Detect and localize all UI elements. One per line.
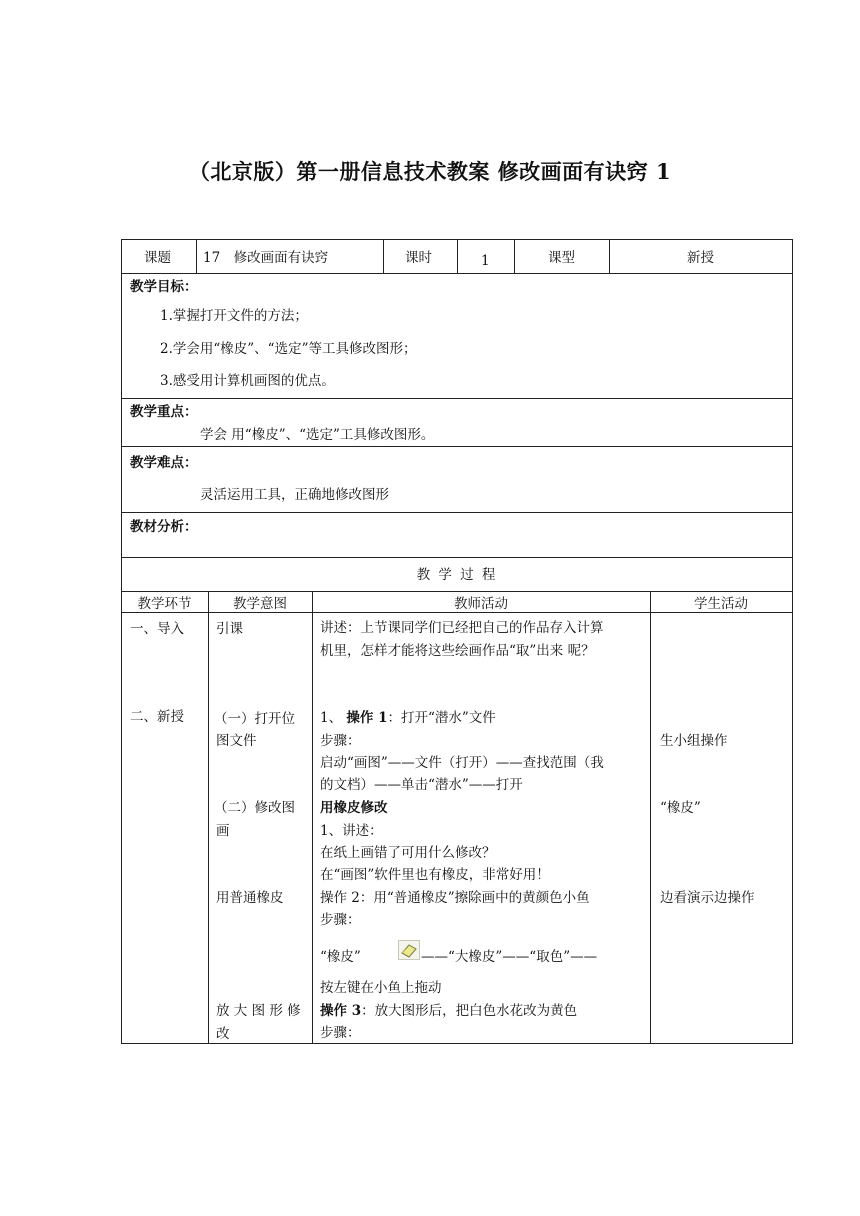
teacher-eraser-heading: 用橡皮修改 — [320, 800, 388, 816]
intent-intro: 引课 — [216, 621, 243, 637]
teacher-op2: 操作 2：用“普通橡皮”擦除画中的黄颜色小鱼 — [320, 890, 590, 906]
table-border — [121, 273, 793, 274]
table-border — [121, 512, 793, 513]
table-border — [196, 239, 197, 273]
op3-text: ：放大图形后，把白色水花改为黄色 — [361, 1003, 578, 1019]
table-border — [312, 591, 313, 1043]
topic-value: 17 修改画面有诀窍 — [203, 250, 329, 266]
stage-new: 二、新授 — [130, 709, 184, 725]
table-border — [121, 591, 793, 592]
topic-label: 课题 — [144, 250, 171, 266]
teacher-say: 1、讲述： — [320, 823, 383, 839]
table-border — [383, 239, 384, 273]
teacher-intro-line2: 机里，怎样才能将这些绘画作品“取”出来 呢？ — [320, 643, 595, 659]
materials-label: 教材分析： — [130, 519, 198, 535]
table-border — [609, 239, 610, 273]
op3-label: 操作 3 — [320, 1003, 362, 1019]
type-label: 课型 — [548, 250, 575, 266]
teacher-op2-chain: ——“大橡皮”——“取色”—— — [421, 949, 598, 965]
hours-value: 1 — [481, 253, 490, 269]
teacher-steps: 步骤： — [320, 733, 361, 749]
col-student-header: 学生活动 — [694, 596, 748, 612]
table-border — [514, 239, 515, 273]
teacher-op1-step-line1: 启动“画图”——文件（打开）——查找范围（我 — [320, 755, 604, 771]
student-group-op: 生小组操作 — [660, 733, 728, 749]
type-value: 新授 — [687, 250, 714, 266]
key-points-text: 学会 用“橡皮”、“选定”工具修改图形。 — [200, 427, 435, 443]
key-points-label: 教学重点： — [130, 404, 198, 420]
teacher-op2-drag: 按左键在小鱼上拖动 — [320, 980, 442, 996]
op1-text: ：打开“潜水”文件 — [387, 710, 496, 726]
table-border — [792, 239, 793, 1044]
process-heading: 教 学 过 程 — [416, 567, 498, 583]
op1-label: 操作 1 — [346, 710, 388, 726]
objective-item: 1.掌握打开文件的方法； — [160, 308, 308, 324]
table-border — [208, 591, 209, 1043]
intent-normal-eraser: 用普通橡皮 — [216, 890, 284, 906]
document-title: （北京版）第一册信息技术教案 修改画面有诀窍 1 — [188, 159, 672, 184]
objective-item: 3.感受用计算机画图的优点。 — [160, 373, 335, 389]
op1-prefix: 1、 — [320, 710, 343, 726]
table-border — [121, 446, 793, 447]
teacher-intro-line1: 讲述：上节课同学们已经把自己的作品存入计算 — [320, 620, 604, 636]
student-watch: 边看演示边操作 — [660, 890, 755, 906]
table-border — [121, 398, 793, 399]
intent-zoom-line2: 改 — [216, 1026, 230, 1042]
col-teacher-header: 教师活动 — [454, 596, 508, 612]
teacher-op3 — [320, 1003, 577, 1019]
objective-item: 2.学会用“橡皮”、“选定”等工具修改图形； — [160, 341, 417, 357]
intent-edit-line2: 画 — [216, 823, 230, 839]
teacher-say-line2: 在“画图”软件里也有橡皮，非常好用！ — [320, 867, 550, 883]
intent-zoom-line1: 放 大 图 形 修 — [216, 1003, 301, 1019]
table-border — [650, 591, 651, 1043]
intent-open-line1: （一）打开位 — [214, 711, 295, 727]
teacher-steps: 步骤： — [320, 1025, 361, 1041]
difficulties-label: 教学难点： — [130, 455, 198, 471]
teacher-op1 — [320, 710, 496, 726]
teacher-op1-step-line2: 的文档）——单击“潜水”——打开 — [320, 777, 523, 793]
stage-intro: 一、导入 — [130, 621, 184, 637]
intent-edit-line1: （二）修改图 — [214, 800, 295, 816]
objectives-label: 教学目标： — [130, 279, 198, 295]
col-intent-header: 教学意图 — [233, 596, 287, 612]
hours-label: 课时 — [405, 250, 432, 266]
eraser-icon — [398, 940, 420, 960]
table-border — [121, 239, 122, 1044]
table-border — [457, 239, 458, 273]
teacher-steps: 步骤： — [320, 912, 361, 928]
teacher-op2-eraser: “橡皮” — [320, 949, 361, 965]
teacher-say-line1: 在纸上画错了可用什么修改？ — [320, 845, 496, 861]
intent-open-line2: 图文件 — [216, 733, 257, 749]
table-border — [121, 612, 793, 613]
col-stage-header: 教学环节 — [137, 596, 192, 612]
table-border — [121, 557, 793, 558]
difficulties-text: 灵活运用工具，正确地修改图形 — [200, 487, 389, 503]
student-eraser: “橡皮” — [660, 800, 701, 816]
table-border — [121, 1043, 793, 1044]
